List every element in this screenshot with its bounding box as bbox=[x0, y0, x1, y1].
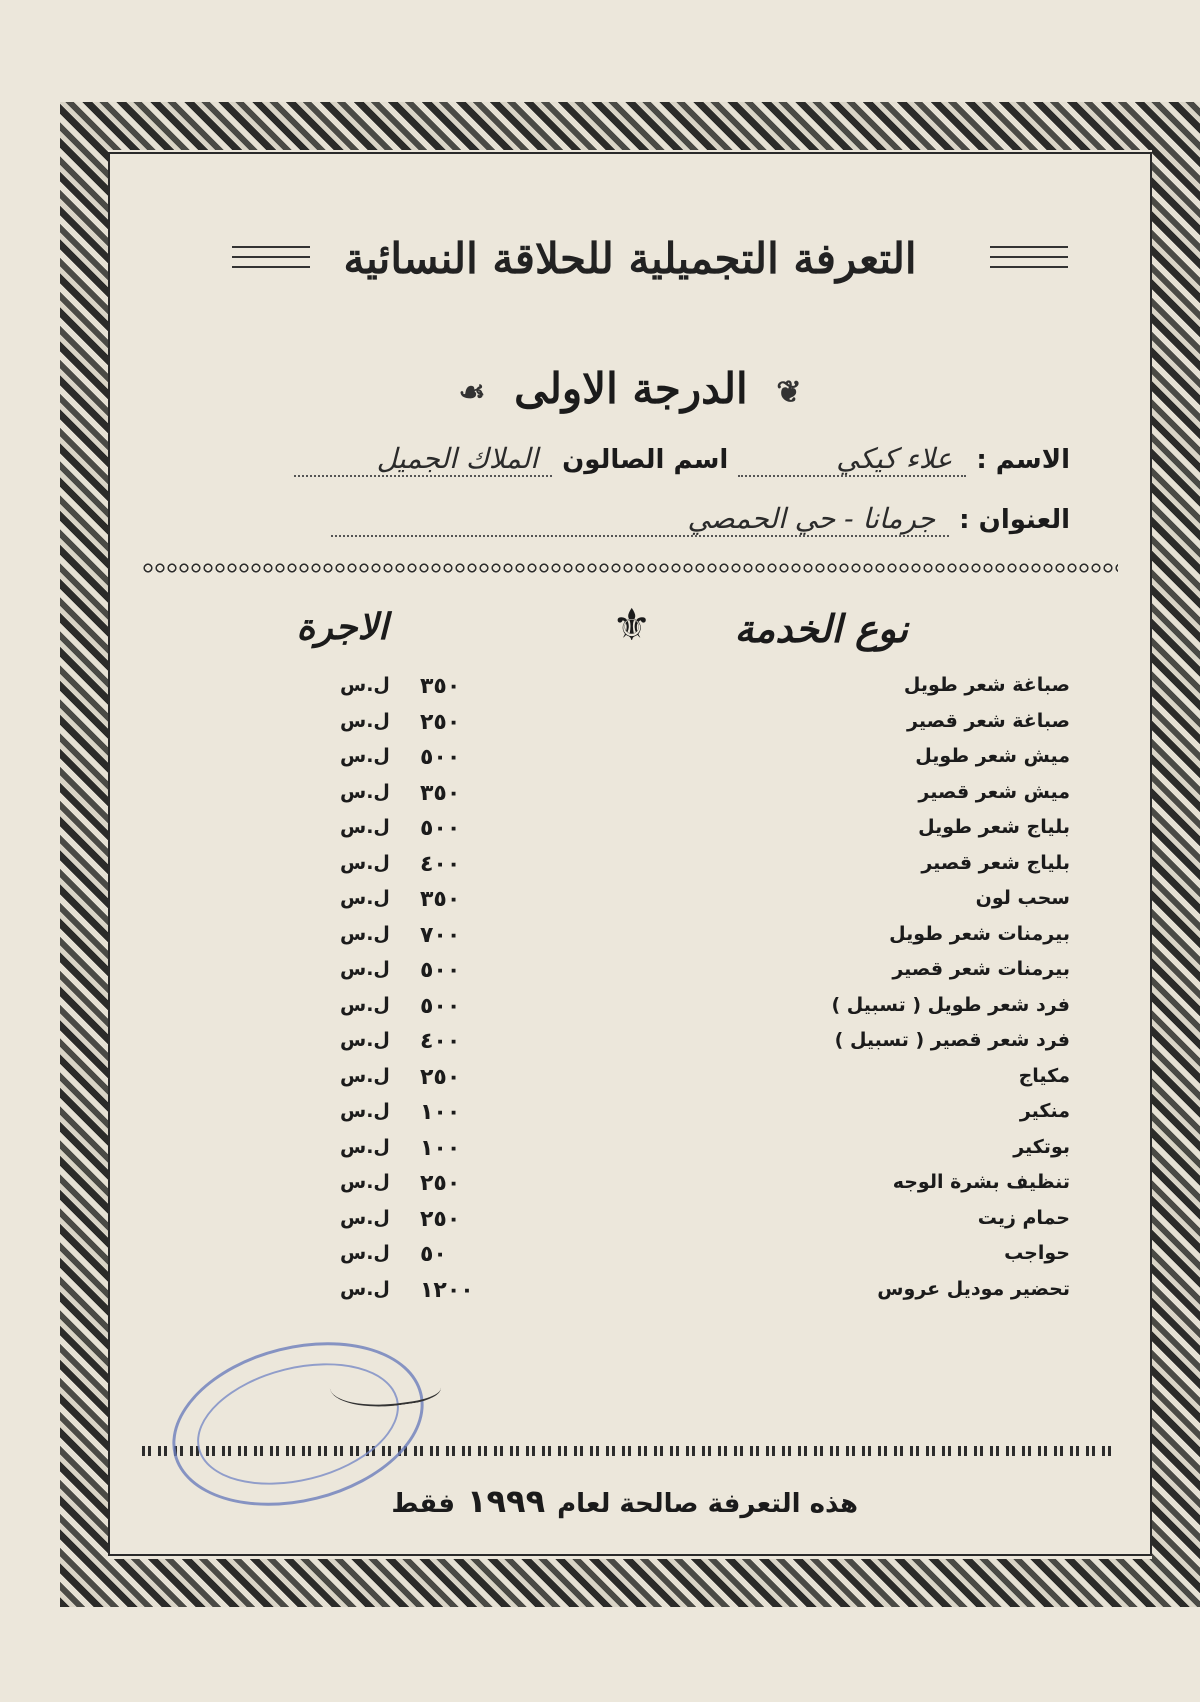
currency-label: ل.س bbox=[340, 851, 390, 874]
validity-year: ١٩٩٩ bbox=[466, 1482, 546, 1520]
service-name: بوتكير bbox=[1013, 1135, 1070, 1158]
ornament-icon: ☙ bbox=[458, 374, 486, 410]
price-row bbox=[190, 1171, 1070, 1209]
currency-label: ل.س bbox=[340, 674, 390, 696]
section-divider bbox=[142, 562, 1118, 574]
price-row bbox=[190, 852, 1070, 890]
price-row bbox=[190, 710, 1070, 748]
currency-label: ل.س bbox=[340, 1064, 390, 1087]
service-name: بيرمنات شعر قصير bbox=[892, 958, 1070, 980]
name-value: علاء كيكي bbox=[738, 442, 966, 477]
currency-label: ل.س bbox=[340, 1029, 390, 1051]
service-name: بلياج شعر قصير bbox=[921, 851, 1070, 874]
service-name: تنظيف بشرة الوجه bbox=[892, 1171, 1070, 1193]
service-price: ٣٥٠ bbox=[420, 674, 461, 699]
currency-label: ل.س bbox=[340, 816, 390, 838]
salon-label: اسم الصالون bbox=[562, 445, 729, 475]
currency-label: ل.س bbox=[340, 780, 390, 803]
price-row bbox=[190, 1278, 1070, 1316]
service-price: ٤٠٠ bbox=[420, 1029, 461, 1054]
floral-ornament-icon: ⚜ bbox=[612, 600, 652, 651]
currency-label: ل.س bbox=[340, 887, 390, 909]
validity-only: فقط bbox=[391, 1489, 455, 1519]
service-name: بيرمنات شعر طويل bbox=[889, 922, 1070, 945]
currency-label: ل.س bbox=[340, 1206, 390, 1229]
service-price: ١٢٠٠ bbox=[420, 1277, 474, 1303]
currency-label: ل.س bbox=[340, 1135, 390, 1158]
price-row bbox=[190, 816, 1070, 854]
service-name: ميش شعر طويل bbox=[915, 745, 1070, 767]
service-price: ٤٠٠ bbox=[420, 851, 461, 877]
service-name: فرد شعر قصير ( تسبيل ) bbox=[834, 1029, 1070, 1051]
service-name: سحب لون bbox=[975, 887, 1070, 909]
price-row bbox=[190, 1029, 1070, 1067]
service-name: تحضير موديل عروس bbox=[877, 1277, 1070, 1300]
name-row bbox=[294, 442, 1070, 477]
service-price: ١٠٠ bbox=[420, 1100, 461, 1125]
service-name: فرد شعر طويل ( تسبيل ) bbox=[831, 993, 1070, 1016]
address-value: جرمانا - حي الحمصي bbox=[331, 502, 949, 537]
service-price: ١٠٠ bbox=[420, 1135, 461, 1161]
ornament-icon: ❦ bbox=[776, 374, 802, 410]
validity-text: هذه التعرفة صالحة لعام bbox=[557, 1489, 858, 1519]
service-price: ٥٠٠ bbox=[420, 745, 461, 770]
price-row bbox=[190, 781, 1070, 819]
degree-heading bbox=[112, 364, 1148, 413]
service-price: ٢٥٠ bbox=[420, 1206, 461, 1232]
service-name: ميش شعر قصير bbox=[918, 780, 1070, 803]
service-name: بلياج شعر طويل bbox=[918, 816, 1070, 838]
price-row bbox=[190, 1242, 1070, 1280]
document-content bbox=[112, 156, 1148, 1552]
service-name: مكياج bbox=[1018, 1064, 1070, 1087]
price-row bbox=[190, 1136, 1070, 1174]
service-price: ٥٠ bbox=[420, 1242, 447, 1267]
validity-statement bbox=[391, 1482, 858, 1520]
service-name: صباغة شعر طويل bbox=[903, 674, 1070, 696]
fee-header: الاجرة bbox=[296, 606, 388, 648]
service-price: ٧٠٠ bbox=[420, 922, 461, 948]
service-name: حمام زيت bbox=[977, 1206, 1070, 1229]
document-title: التعرفة التجميلية للحلاقة النسائية bbox=[343, 234, 917, 283]
address-row bbox=[331, 502, 1070, 537]
price-row bbox=[190, 994, 1070, 1032]
price-row bbox=[190, 958, 1070, 996]
currency-label: ل.س bbox=[340, 745, 390, 767]
service-price: ٣٥٠ bbox=[420, 780, 461, 806]
salon-value: الملاك الجميل bbox=[294, 442, 552, 477]
service-price: ٣٥٠ bbox=[420, 887, 461, 912]
service-price: ٢٥٠ bbox=[420, 1064, 461, 1090]
degree-label: الدرجة الاولى bbox=[514, 364, 748, 413]
service-name: حواجب bbox=[1004, 1242, 1070, 1264]
price-row bbox=[190, 1207, 1070, 1245]
service-price: ٥٠٠ bbox=[420, 993, 461, 1019]
currency-label: ل.س bbox=[340, 922, 390, 945]
price-row bbox=[190, 923, 1070, 961]
service-name: منكير bbox=[1019, 1100, 1070, 1122]
currency-label: ل.س bbox=[340, 993, 390, 1016]
service-name: صباغة شعر قصير bbox=[907, 709, 1070, 732]
currency-label: ل.س bbox=[340, 958, 390, 980]
service-price: ٥٠٠ bbox=[420, 958, 461, 983]
price-row bbox=[190, 1065, 1070, 1103]
price-row bbox=[190, 674, 1070, 712]
currency-label: ل.س bbox=[340, 1171, 390, 1193]
price-row bbox=[190, 745, 1070, 783]
currency-label: ل.س bbox=[340, 1242, 390, 1264]
name-label: الاسم : bbox=[976, 445, 1070, 475]
address-label: العنوان : bbox=[959, 505, 1070, 535]
service-price: ٢٥٠ bbox=[420, 1171, 461, 1196]
service-price: ٥٠٠ bbox=[420, 816, 461, 841]
price-row bbox=[190, 887, 1070, 925]
service-price: ٢٥٠ bbox=[420, 709, 461, 735]
currency-label: ل.س bbox=[340, 1277, 390, 1300]
currency-label: ل.س bbox=[340, 1100, 390, 1122]
price-row bbox=[190, 1100, 1070, 1138]
currency-label: ل.س bbox=[340, 709, 390, 732]
service-type-header: نوع الخدمة bbox=[734, 606, 908, 651]
